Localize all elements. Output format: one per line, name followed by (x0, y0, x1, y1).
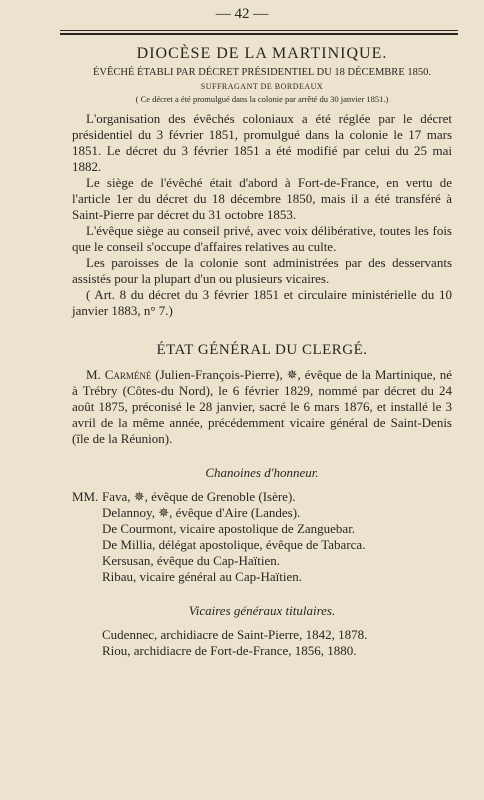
header-rule (60, 30, 458, 35)
page-content (72, 44, 452, 659)
suffragant-line: SUFFRAGANT DE BORDEAUX (200, 82, 324, 91)
chanoines-list (72, 489, 452, 585)
chanoine-entry: De Millia, délégat apostolique, évêque de Tabarca. (102, 537, 366, 552)
chanoine-entry: De Courmont, vicaire apostolique de Zanguebar. (102, 521, 356, 536)
paragraph-reference: ( Art. 8 du décret du 3 février 1851 et circulaire ministérielle du 10 janvier 1883, n° 7.) (72, 287, 452, 318)
list-prefix: MM. (72, 489, 99, 504)
chanoine-entry: Kersusan, évêque du Cap-Haïtien. (102, 553, 280, 568)
etat-title: ÉTAT GÉNÉRAL DU CLERGÉ. (156, 342, 368, 358)
paragraph-paroisses: Les paroisses de la colonie sont administrées par des desservants assistés pour la plupart d'un ou plusieurs vicaires. (72, 255, 452, 286)
list-item: Riou, archidiacre de Fort-de-France, 1856, 1880. (102, 643, 357, 658)
diocese-title: DIOCÈSE DE LA MARTINIQUE. (136, 45, 388, 62)
list-item (72, 569, 452, 585)
chanoines-title: Chanoines d'honneur. (205, 465, 319, 480)
bishop-entry (72, 367, 452, 447)
list-item (72, 537, 452, 553)
paragraph-conseil: L'évêque siège au conseil privé, avec voix délibérative, toutes les fois que le conseil s'occupe d'affaires relatives au culte. (72, 223, 452, 254)
bishop-text: (Julien-François-Pierre), ✵, évêque de la Martinique, né à Trébry (Côtes-du Nord), le 6 février 1829, nommé par décret du 24 août 1875, préconisé le 28 janvier, sacré le 6 mars 1876, et installé le 3 avril de la même année, précédemment vicaire général de Saint-Denis (île de la Réunion). (72, 367, 452, 446)
bishop-name: Carméné (104, 367, 152, 382)
paragraph-siege: Le siège de l'évêché était d'abord à Fort-de-France, en vertu de l'article 1er du décret du 18 décembre 1850, mais il a été transféré à Saint-Pierre par décret du 31 octobre 1853. (72, 175, 452, 222)
decret-note: ( Ce décret a été promulgué dans la colonie par arrêté du 30 janvier 1851.) (135, 94, 389, 104)
list-item (72, 489, 452, 505)
bishop-prefix: M. (86, 367, 105, 382)
chanoine-entry: Delannoy, ✵, évêque d'Aire (Landes). (102, 505, 301, 520)
chanoine-entry: Ribau, vicaire général au Cap-Haïtien. (102, 569, 302, 584)
list-item (72, 505, 452, 521)
chanoine-entry: Fava, ✵, évêque de Grenoble (Isère). (102, 489, 296, 504)
vicaires-list (72, 627, 452, 659)
vicaires-title: Vicaires généraux titulaires. (188, 603, 336, 618)
list-item: Cudennec, archidiacre de Saint-Pierre, 1842, 1878. (102, 627, 368, 642)
list-item (72, 553, 452, 569)
eveche-subtitle: ÉVÊCHÉ ÉTABLI PAR DÉCRET PRÉSIDENTIEL DU 18 DÉCEMBRE 1850. (93, 67, 431, 78)
list-item (72, 521, 452, 537)
paragraph-organisation: L'organisation des évêchés coloniaux a été réglée par le décret présidentiel du 3 février 1851, promulgué dans la colonie le 17 mars 1851. Le décret du 3 février 1851 a été modifié par celui du 25 mai 1882. (72, 111, 452, 174)
page-number: — 42 — (215, 6, 269, 22)
